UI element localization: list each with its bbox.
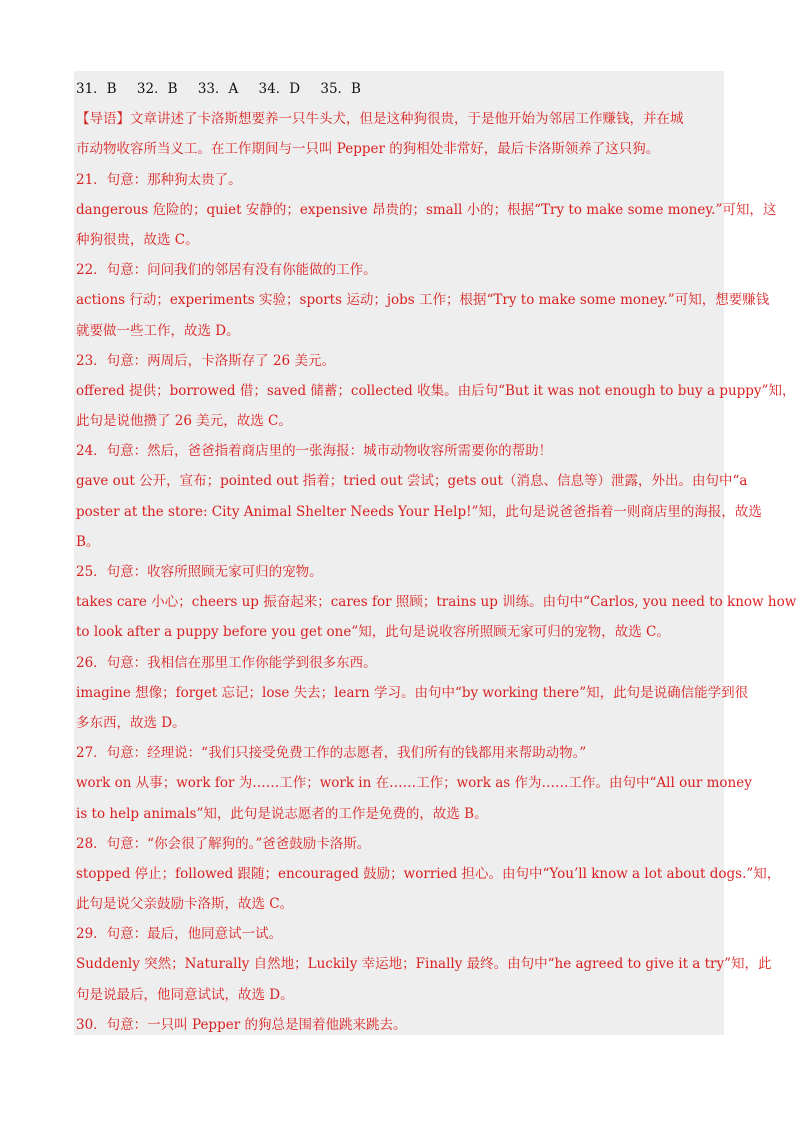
item-21-head: 21．句意：那种狗太贵了。 [76, 171, 242, 188]
item-27-head: 27．句意：经理说：“我们只接受免费工作的志愿者，我们所有的钱都用来帮助动物。” [76, 745, 587, 762]
item-30-head: 30．句意：一只叫 Pepper 的狗总是围着他跳来跳去。 [76, 1016, 407, 1033]
item-29-head: 29．句意：最后，他同意试一试。 [76, 926, 283, 943]
item-28-line: stopped 停止；followed 跟随；encouraged 鼓励；worried 担心。由句中“You’ll know a lot about dogs.”知， [76, 865, 781, 882]
item-26-head: 26．句意：我相信在那里工作你能学到很多东西。 [76, 654, 377, 671]
item-24-head: 24．句意：然后，爸爸指着商店里的一张海报：城市动物收容所需要你的帮助！ [76, 443, 553, 460]
answer-row [76, 74, 724, 104]
item-29-line: Suddenly 突然；Naturally 自然地；Luckily 幸运地；Finally 最终。由句中“he agreed to give it a try”知，此 [76, 956, 772, 973]
guide-tag: 【导语】 [76, 111, 130, 128]
guide-text: 文章讲述了卡洛斯想要养一只牛头犬，但是这种狗很贵，于是他开始为邻居工作赚钱，并在城 [130, 111, 684, 128]
item-26-line: imagine 想像；forget 忘记；lose 失去；learn 学习。由句中“by working there”知，此句是说确信能学到很 [76, 684, 749, 701]
item-21-line: dangerous 危险的；quiet 安静的；expensive 昂贵的；small 小的；根据“Try to make some money.”可知，这 [76, 201, 777, 218]
item-29-line: 句是说最后，他同意试试，故选 D。 [76, 986, 294, 1003]
item-25-line: takes care 小心；cheers up 振奋起来；cares for 照顾；trains up 训练。由句中“Carlos, you need to know how [76, 594, 797, 611]
item-22-line: 就要做一些工作，故选 D。 [76, 322, 240, 339]
answer-33: 33．A [197, 81, 239, 97]
item-22-line: actions 行动；experiments 实验；sports 运动；jobs 工作；根据“Try to make some money.”可知，想要赚钱 [76, 292, 770, 309]
answer-35: 35．B [320, 81, 361, 97]
item-25-line: to look after a puppy before you get one”知，此句是说收容所照顾无家可归的宠物，故选 C。 [76, 624, 670, 641]
answer-explanations [76, 74, 797, 1040]
item-27-line: work on 从事；work for 为……工作；work in 在……工作；work as 作为……工作。由句中“All our money [76, 775, 752, 792]
answer-31: 31．B [76, 81, 117, 97]
guide-line-1 [76, 104, 724, 134]
item-21-line: 种狗很贵，故选 C。 [76, 231, 199, 248]
guide-line-2: 市动物收容所当义工。在工作期间与一只叫 Pepper 的狗相处非常好，最后卡洛斯领养了这只狗。 [76, 141, 660, 158]
item-24-line: gave out 公开，宣布；pointed out 指着；tried out 尝试；gets out（消息、信息等）泄露，外出。由句中“a [76, 473, 748, 490]
item-26-line: 多东西，故选 D。 [76, 714, 186, 731]
item-22-head: 22．句意：问问我们的邻居有没有你能做的工作。 [76, 262, 377, 279]
answer-34: 34．D [258, 81, 301, 97]
item-23-line: offered 提供；borrowed 借；saved 储蓄；collected 收集。由后句“But it was not enough to buy a puppy”知， [76, 382, 796, 399]
item-24-line: poster at the store: City Animal Shelter Needs Your Help!”知，此句是说爸爸指着一则商店里的海报，故选 [76, 503, 762, 520]
item-27-line: is to help animals”知，此句是说志愿者的工作是免费的，故选 B。 [76, 805, 488, 822]
item-28-head: 28．句意：“你会很了解狗的。”爸爸鼓励卡洛斯。 [76, 835, 371, 852]
item-23-head: 23．句意：两周后，卡洛斯存了 26 美元。 [76, 352, 335, 369]
item-28-line: 此句是说父亲鼓励卡洛斯，故选 C。 [76, 896, 294, 913]
item-25-head: 25．句意：收容所照顾无家可归的宠物。 [76, 564, 323, 580]
answer-32: 32．B [136, 81, 178, 97]
item-24-line: B。 [76, 533, 100, 550]
item-23-line: 此句是说他攒了 26 美元，故选 C。 [76, 413, 292, 430]
